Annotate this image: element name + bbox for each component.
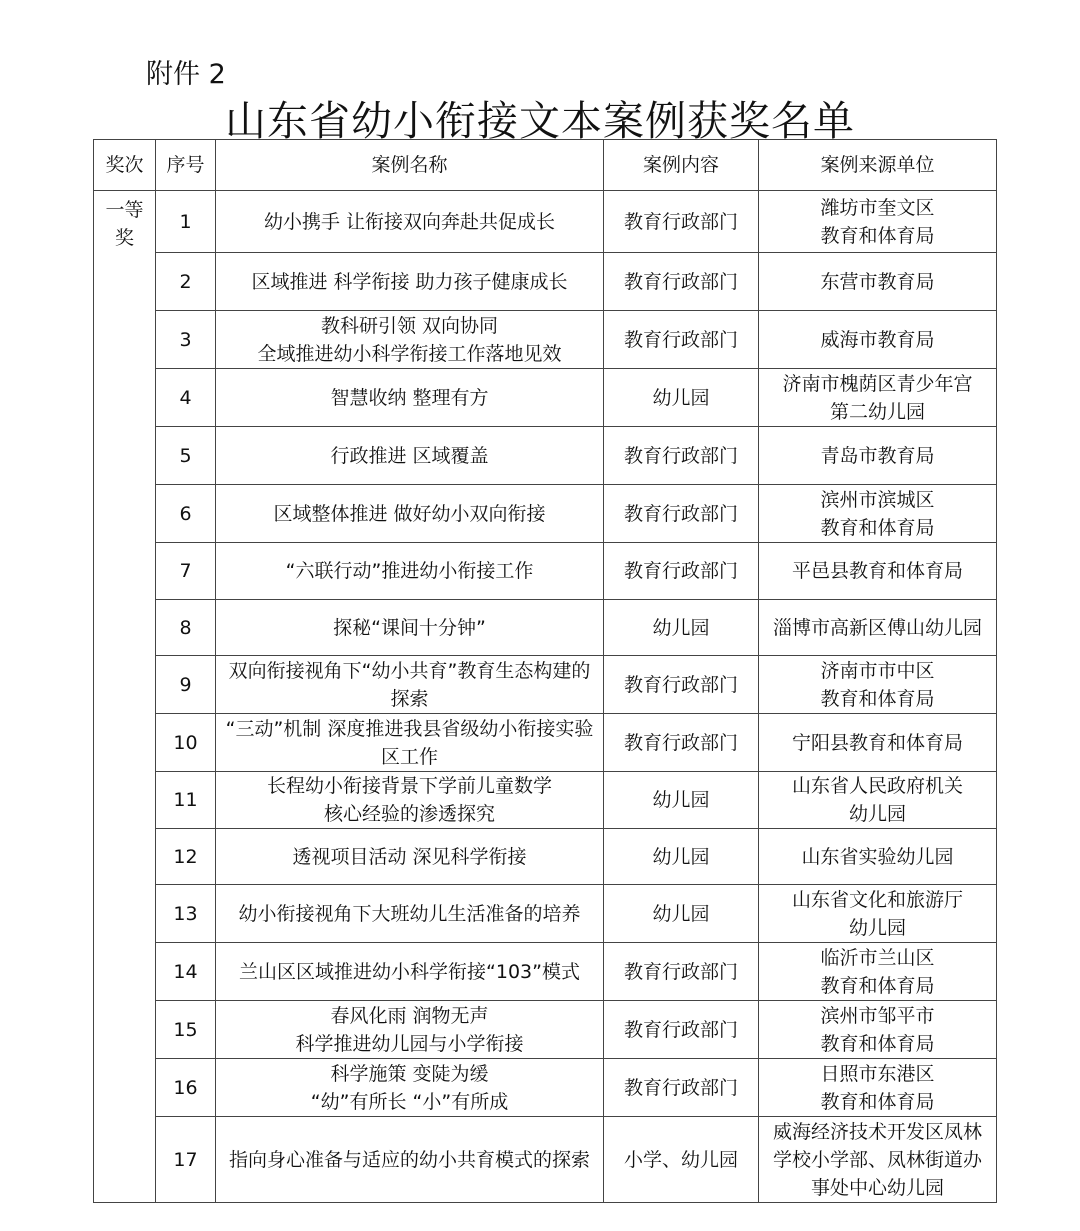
header-case-source: 案例来源单位 [759,140,997,191]
case-source: 威海经济技术开发区凤林 学校小学部、凤林街道办 事处中心幼儿园 [759,1117,997,1203]
row-number: 11 [156,772,216,829]
table-row [94,253,997,311]
table-row [94,1117,997,1203]
table-row [94,943,997,1001]
case-content: 教育行政部门 [604,253,759,311]
table-row [94,772,997,829]
table-row [94,1059,997,1117]
award-level-cell [94,191,156,1203]
case-name: 区域推进 科学衔接 助力孩子健康成长 [216,253,604,311]
case-content: 教育行政部门 [604,656,759,714]
case-name: 兰山区区域推进幼小科学衔接“103”模式 [216,943,604,1001]
case-content: 教育行政部门 [604,543,759,600]
case-name: 教科研引领 双向协同 全域推进幼小科学衔接工作落地见效 [216,311,604,369]
row-number: 7 [156,543,216,600]
attachment-label: 附件 2 [146,59,226,90]
row-number: 15 [156,1001,216,1059]
award-level: 一等奖 [105,199,144,249]
case-source: 滨州市邹平市 教育和体育局 [759,1001,997,1059]
case-source: 济南市槐荫区青少年宫 第二幼儿园 [759,369,997,427]
case-content: 幼儿园 [604,369,759,427]
table-row [94,885,997,943]
case-content: 幼儿园 [604,885,759,943]
award-table [93,139,997,1203]
case-content: 幼儿园 [604,600,759,656]
row-number: 4 [156,369,216,427]
case-name: 幼小携手 让衔接双向奔赴共促成长 [216,191,604,253]
case-name: 探秘“课间十分钟” [216,600,604,656]
row-number: 3 [156,311,216,369]
row-number: 10 [156,714,216,772]
case-name: 长程幼小衔接背景下学前儿童数学 核心经验的渗透探究 [216,772,604,829]
case-content: 教育行政部门 [604,714,759,772]
case-source: 日照市东港区 教育和体育局 [759,1059,997,1117]
row-number: 16 [156,1059,216,1117]
case-source: 淄博市高新区傅山幼儿园 [759,600,997,656]
case-name: “六联行动”推进幼小衔接工作 [216,543,604,600]
header-number: 序号 [156,140,216,191]
case-name: 透视项目活动 深见科学衔接 [216,829,604,885]
header-award: 奖次 [94,140,156,191]
row-number: 8 [156,600,216,656]
case-content: 教育行政部门 [604,427,759,485]
case-source: 东营市教育局 [759,253,997,311]
header-case-content: 案例内容 [604,140,759,191]
table-row [94,600,997,656]
case-name: “三动”机制 深度推进我县省级幼小衔接实验 区工作 [216,714,604,772]
case-name: 春风化雨 润物无声 科学推进幼儿园与小学衔接 [216,1001,604,1059]
row-number: 17 [156,1117,216,1203]
case-name: 行政推进 区域覆盖 [216,427,604,485]
case-name: 幼小衔接视角下大班幼儿生活准备的培养 [216,885,604,943]
case-content: 教育行政部门 [604,1001,759,1059]
case-source: 潍坊市奎文区 教育和体育局 [759,191,997,253]
row-number: 6 [156,485,216,543]
case-source: 济南市市中区 教育和体育局 [759,656,997,714]
case-content: 幼儿园 [604,829,759,885]
case-name: 区域整体推进 做好幼小双向衔接 [216,485,604,543]
row-number: 14 [156,943,216,1001]
header-case-name: 案例名称 [216,140,604,191]
row-number: 1 [156,191,216,253]
case-source: 威海市教育局 [759,311,997,369]
case-name: 指向身心准备与适应的幼小共育模式的探索 [216,1117,604,1203]
row-number: 2 [156,253,216,311]
table-row [94,1001,997,1059]
table-row [94,656,997,714]
case-source: 宁阳县教育和体育局 [759,714,997,772]
case-content: 小学、幼儿园 [604,1117,759,1203]
table-row [94,427,997,485]
case-source: 平邑县教育和体育局 [759,543,997,600]
page-title: 山东省幼小衔接文本案例获奖名单 [225,97,855,145]
row-number: 5 [156,427,216,485]
table-row [94,485,997,543]
table-row [94,543,997,600]
row-number: 12 [156,829,216,885]
table-row [94,191,997,253]
case-source: 山东省人民政府机关 幼儿园 [759,772,997,829]
case-content: 教育行政部门 [604,311,759,369]
case-source: 青岛市教育局 [759,427,997,485]
row-number: 9 [156,656,216,714]
case-content: 教育行政部门 [604,191,759,253]
case-content: 教育行政部门 [604,1059,759,1117]
row-number: 13 [156,885,216,943]
case-content: 教育行政部门 [604,943,759,1001]
case-name: 智慧收纳 整理有方 [216,369,604,427]
case-content: 教育行政部门 [604,485,759,543]
table-row [94,369,997,427]
table-row [94,311,997,369]
case-source: 临沂市兰山区 教育和体育局 [759,943,997,1001]
table-row [94,714,997,772]
table-row [94,829,997,885]
header-row [94,140,997,191]
case-name: 科学施策 变陡为缓 “幼”有所长 “小”有所成 [216,1059,604,1117]
case-name: 双向衔接视角下“幼小共育”教育生态构建的 探索 [216,656,604,714]
case-source: 山东省实验幼儿园 [759,829,997,885]
case-content: 幼儿园 [604,772,759,829]
case-source: 滨州市滨城区 教育和体育局 [759,485,997,543]
case-source: 山东省文化和旅游厅 幼儿园 [759,885,997,943]
